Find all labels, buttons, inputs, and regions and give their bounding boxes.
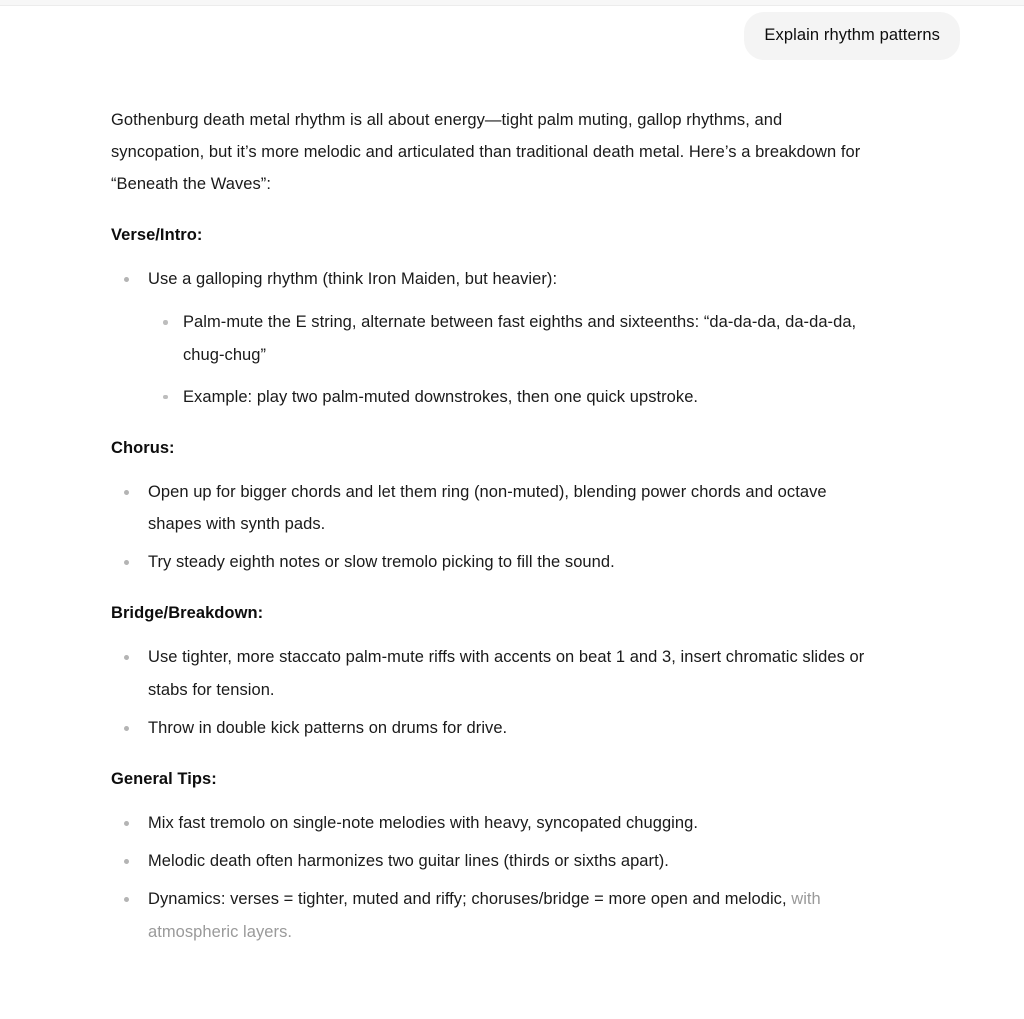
bullet-list-chorus — [111, 476, 876, 579]
list-item: Try steady eighth notes or slow tremolo picking to fill the sound. — [111, 546, 876, 578]
assistant-message — [0, 104, 1024, 948]
sub-list-item: Example: play two palm-muted downstrokes, then one quick upstroke. — [148, 381, 876, 413]
list-item — [111, 883, 876, 947]
list-item: Mix fast tremolo on single-note melodies with heavy, syncopated chugging. — [111, 807, 876, 839]
list-item: Open up for bigger chords and let them ring (non-muted), blending power chords and octave shapes with synth pads. — [111, 476, 876, 540]
list-item: Throw in double kick patterns on drums for drive. — [111, 712, 876, 744]
section-heading-general-tips: General Tips: — [111, 769, 217, 788]
section-heading-verse-intro: Verse/Intro: — [111, 226, 203, 245]
list-item-text: Dynamics: verses = tighter, muted and riffy; choruses/bridge = more open and melodic, — [148, 890, 787, 909]
bullet-list-verse-intro — [111, 263, 876, 413]
streaming-text-tail: with atmospheric layers. — [148, 890, 821, 941]
section-heading-chorus: Chorus: — [111, 438, 175, 457]
bullet-list-bridge-breakdown — [111, 641, 876, 744]
intro-paragraph: Gothenburg death metal rhythm is all about energy—tight palm muting, gallop rhythms, and syncopation, but it’s more melodic and articulated than traditional death metal. Here’s a breakdown for “Beneath the Waves”: — [111, 110, 861, 194]
bullet-list-general-tips — [111, 807, 876, 948]
sub-bullet-list — [148, 306, 876, 413]
sub-list-item: Palm-mute the E string, alternate between fast eighths and sixteenths: “da-da-da, da-da-da, chug-chug” — [148, 306, 876, 370]
section-heading-bridge-breakdown: Bridge/Breakdown: — [111, 604, 264, 623]
list-item-text: Use a galloping rhythm (think Iron Maiden, but heavier): — [148, 270, 558, 289]
list-item: Use tighter, more staccato palm-mute riffs with accents on beat 1 and 3, insert chromatic slides or stabs for tension. — [111, 641, 876, 705]
list-item: Melodic death often harmonizes two guitar lines (thirds or sixths apart). — [111, 845, 876, 877]
list-item — [111, 263, 876, 413]
user-message-bubble[interactable]: Explain rhythm patterns — [744, 12, 960, 60]
user-message-row — [0, 12, 1024, 60]
